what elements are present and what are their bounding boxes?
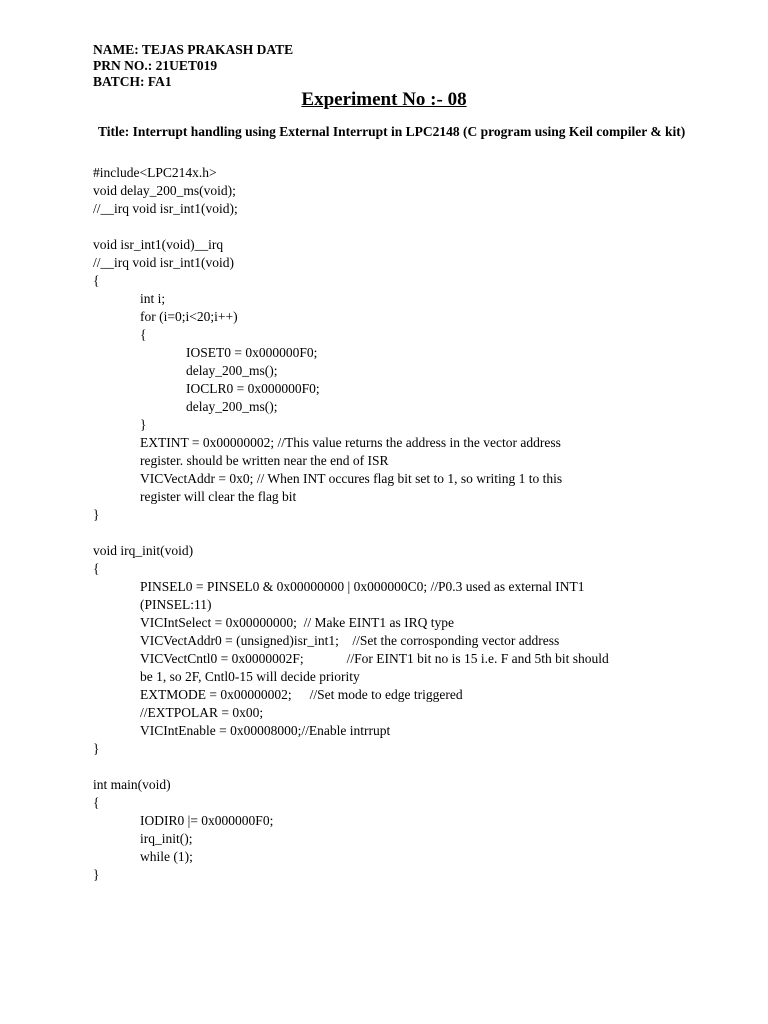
student-name: NAME: TEJAS PRAKASH DATE (93, 42, 294, 57)
code-line: VICVectAddr = 0x0; // When INT occures flag bit set to 1, so writing 1 to this (140, 471, 563, 486)
code-line: while (1); (140, 849, 193, 864)
code-line: { (93, 561, 100, 576)
code-line: #include<LPC214x.h> (93, 165, 217, 180)
code-line: VICIntSelect = 0x00000000; // Make EINT1 as IRQ type (140, 615, 454, 630)
code-line: int i; (140, 291, 166, 306)
code-line: (PINSEL:11) (140, 597, 212, 612)
code-line: } (93, 867, 100, 882)
code-comment: //Set mode to edge triggered (309, 687, 463, 702)
code-comment: //For EINT1 bit no is 15 i.e. F and 5th bit should (346, 651, 609, 666)
code-line: VICVectAddr0 = (unsigned)isr_int1; //Set the corrosponding vector address (140, 633, 560, 648)
code-segment: EXTMODE = 0x00000002; (140, 687, 292, 702)
code-line: } (93, 507, 100, 522)
code-line (93, 758, 693, 776)
code-line: void delay_200_ms(void); (93, 183, 236, 198)
code-line: //__irq void isr_int1(void); (93, 201, 238, 216)
code-line: int main(void) (93, 777, 171, 792)
code-line: delay_200_ms(); (186, 363, 278, 378)
code-line: { (93, 795, 100, 810)
code-line (93, 686, 693, 704)
code-line: { (140, 327, 147, 342)
prn-number: PRN NO.: 21UET019 (93, 58, 218, 73)
code-line: { (93, 273, 100, 288)
code-line: PINSEL0 = PINSEL0 & 0x00000000 | 0x000000C0; //P0.3 used as external INT1 (140, 579, 585, 594)
document-title: Title: Interrupt handling using External Interrupt in LPC2148 (C program using Keil compiler & kit) (98, 124, 686, 139)
code-line: //EXTPOLAR = 0x00; (140, 705, 264, 720)
code-segment: VICVectCntl0 = 0x0000002F; (140, 651, 304, 666)
code-line: IOSET0 = 0x000000F0; (186, 345, 318, 360)
code-line (93, 218, 693, 236)
code-line (93, 524, 693, 542)
code-line: //__irq void isr_int1(void) (93, 255, 234, 270)
code-listing (93, 164, 693, 884)
code-line: delay_200_ms(); (186, 399, 278, 414)
experiment-title: Experiment No :- 08 (301, 89, 467, 110)
code-line: register will clear the flag bit (140, 489, 297, 504)
code-line: IOCLR0 = 0x000000F0; (186, 381, 320, 396)
code-line: void irq_init(void) (93, 543, 194, 558)
code-line: } (93, 741, 100, 756)
code-line: for (i=0;i<20;i++) (140, 309, 238, 324)
code-line: irq_init(); (140, 831, 193, 846)
code-line: } (140, 417, 147, 432)
code-line: void isr_int1(void)__irq (93, 237, 224, 252)
code-line: be 1, so 2F, Cntl0-15 will decide priority (140, 669, 360, 684)
batch: BATCH: FA1 (93, 74, 172, 89)
code-line: EXTINT = 0x00000002; //This value returns the address in the vector address (140, 435, 561, 450)
code-line (93, 650, 693, 668)
code-line: VICIntEnable = 0x00008000;//Enable intrrupt (140, 723, 391, 738)
code-line: IODIR0 |= 0x000000F0; (140, 813, 274, 828)
code-line: register. should be written near the end of ISR (140, 453, 389, 468)
student-info (93, 42, 293, 90)
